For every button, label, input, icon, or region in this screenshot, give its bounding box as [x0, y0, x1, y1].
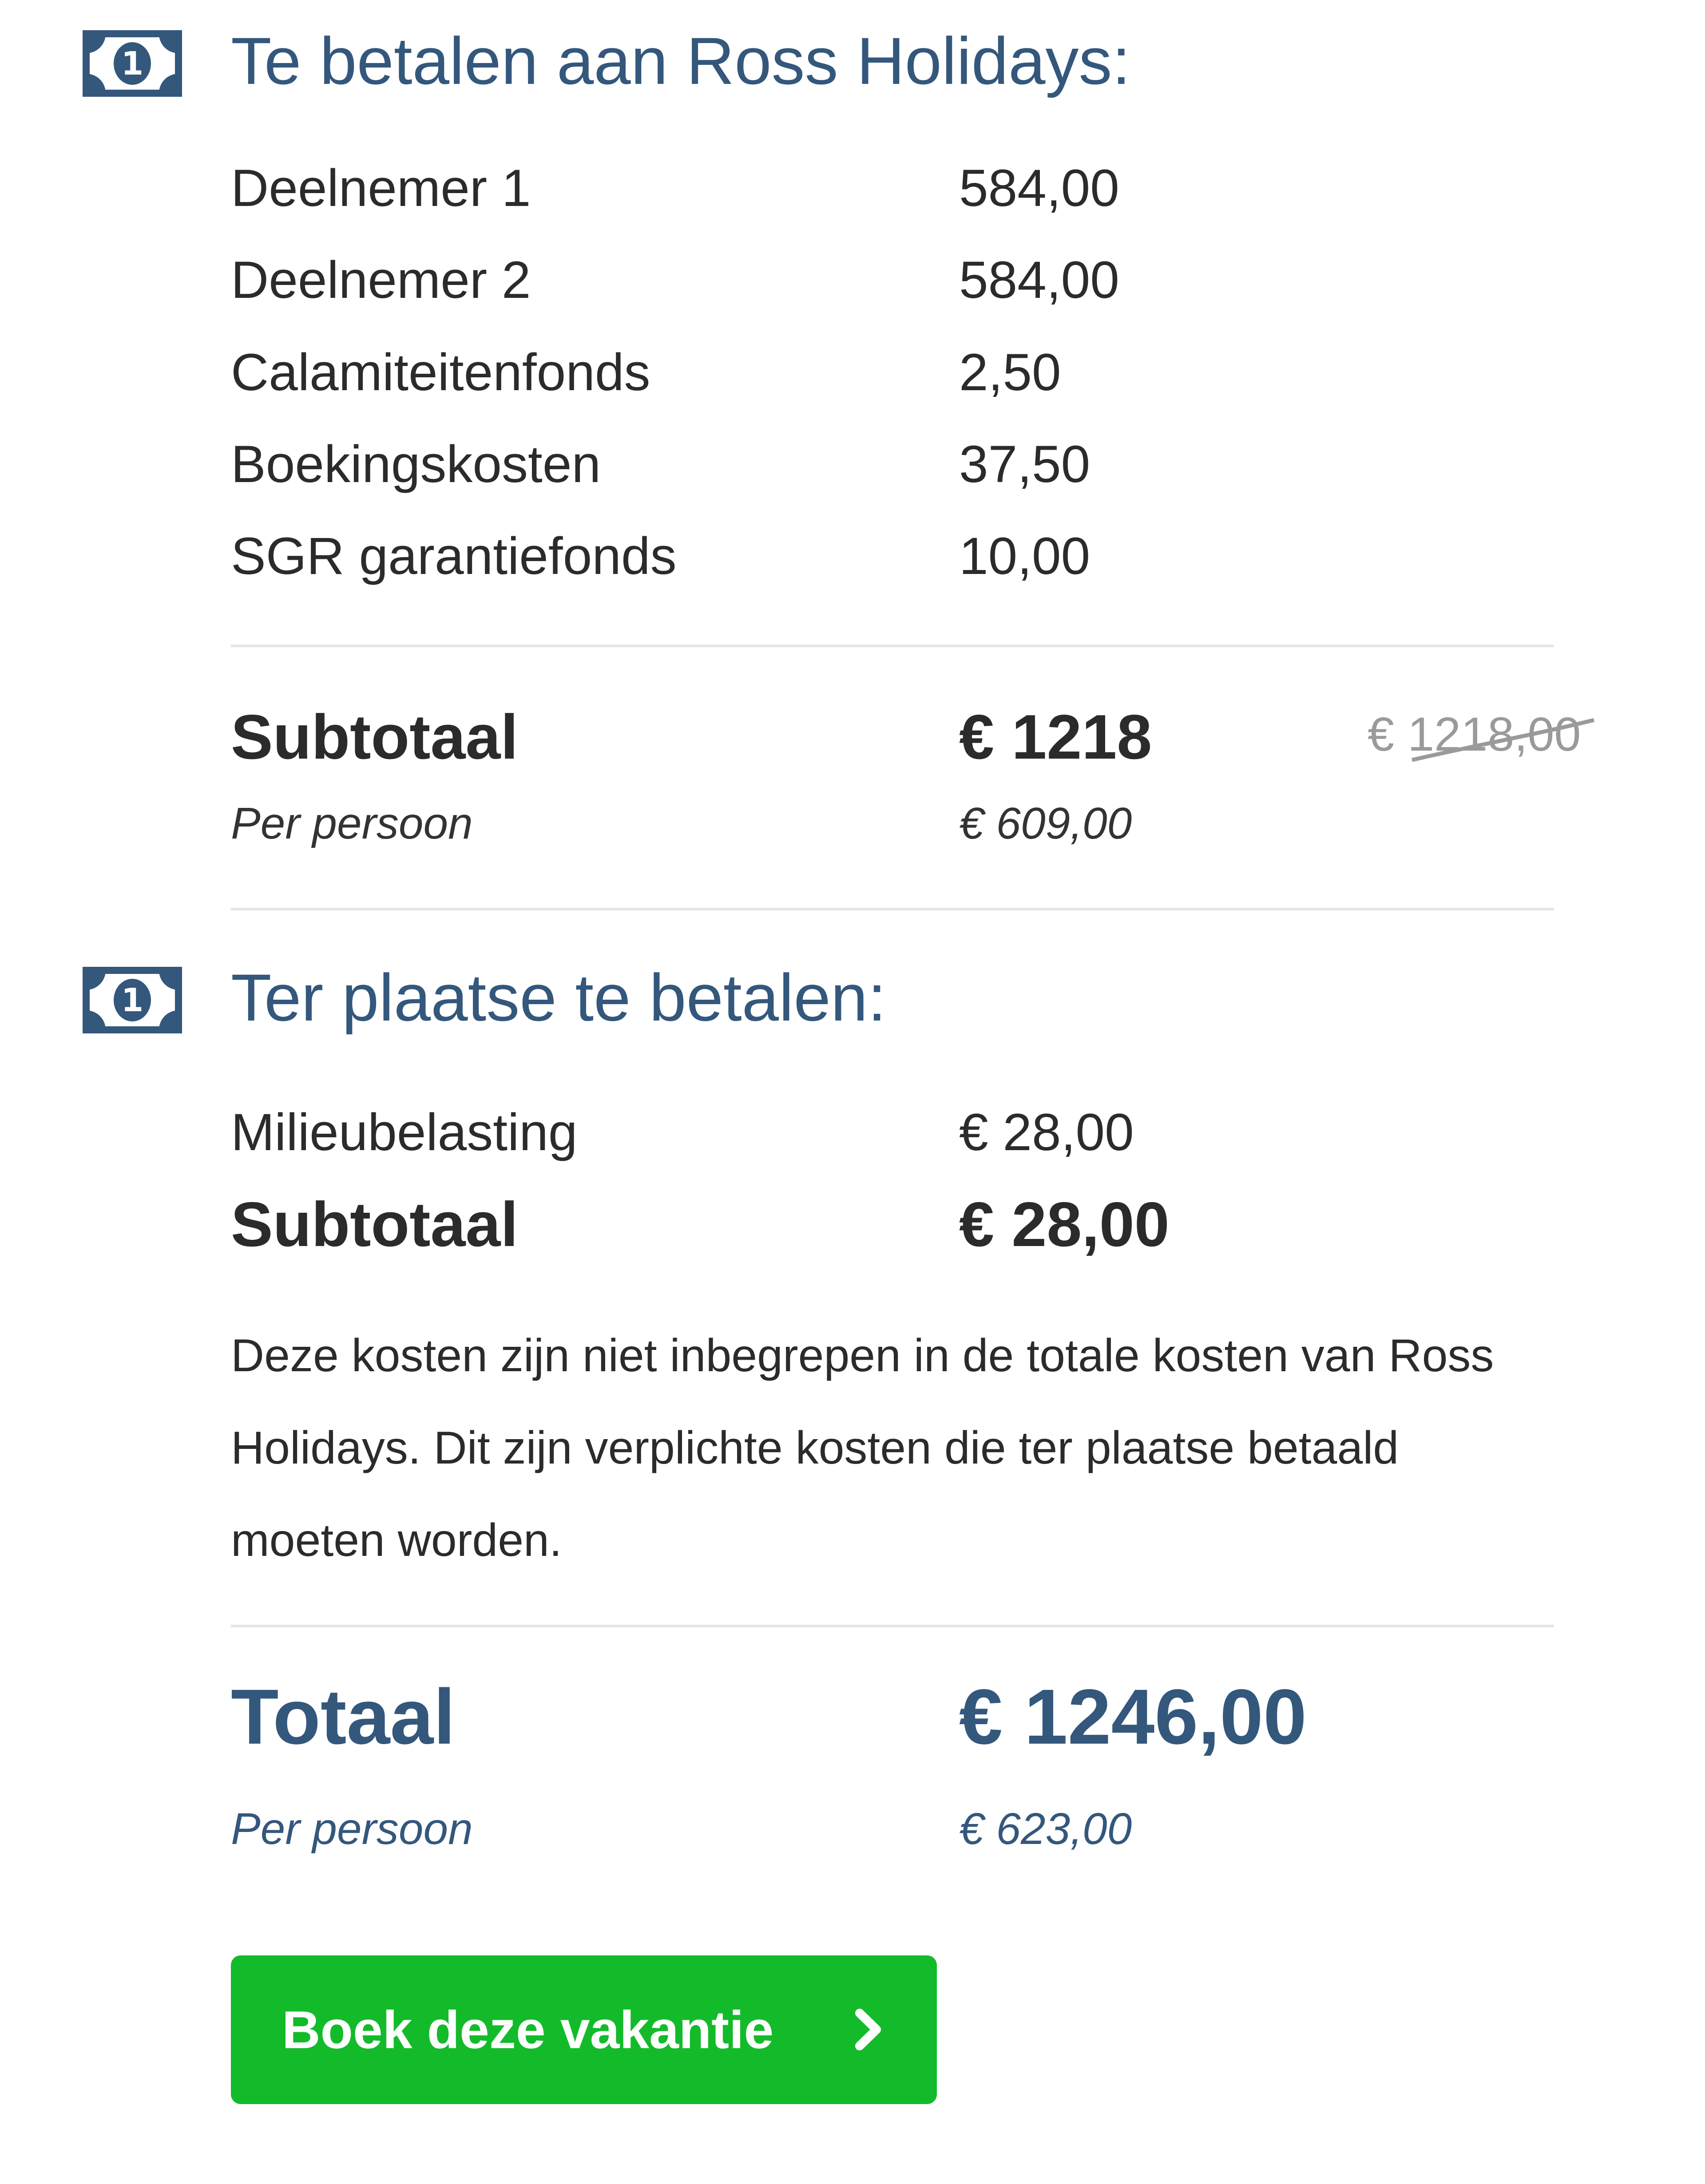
subtotal-label: Subtotaal [231, 702, 518, 772]
item-label: SGR garantiefonds [231, 527, 677, 586]
per-person-label: Per persoon [231, 799, 473, 848]
svg-text:1: 1 [121, 981, 144, 1019]
svg-text:1: 1 [121, 45, 144, 82]
section-title-ross: Te betalen aan Ross Holidays: [231, 24, 1131, 98]
divider [231, 908, 1554, 910]
item-label: Milieubelasting [231, 1103, 578, 1162]
item-value: 10,00 [959, 527, 1090, 586]
local-costs-note: Deze kosten zijn niet inbegrepen in de totale kosten van Ross Holidays. Dit zijn verplichte kosten die ter plaatse betaald moeten worden. [231, 1330, 1494, 1566]
item-label: Deelnemer 2 [231, 251, 531, 309]
item-label: Boekingskosten [231, 435, 601, 494]
chevron-right-icon [844, 2005, 892, 2054]
divider [231, 1625, 1554, 1627]
money-bill-icon [83, 30, 182, 97]
item-value: 584,00 [959, 159, 1119, 218]
item-value: € 28,00 [959, 1103, 1134, 1162]
total-per-person-label: Per persoon [231, 1804, 473, 1854]
total-per-person-value: € 623,00 [959, 1804, 1132, 1854]
item-value: 584,00 [959, 251, 1119, 309]
subtotal-value: € 1218 [959, 702, 1152, 772]
item-value: 37,50 [959, 435, 1090, 494]
item-label: Deelnemer 1 [231, 159, 531, 218]
subtotal-value: € 28,00 [959, 1189, 1170, 1260]
book-vacation-button[interactable] [231, 1955, 937, 2104]
item-value: 2,50 [959, 343, 1061, 402]
money-bill-icon [83, 967, 182, 1033]
section-title-local: Ter plaatse te betalen: [231, 960, 886, 1035]
book-button-label: Boek deze vakantie [282, 2000, 774, 2060]
divider [231, 645, 1554, 647]
total-label: Totaal [231, 1674, 456, 1761]
per-person-value: € 609,00 [959, 799, 1132, 848]
original-price-text: € 1218,00 [1368, 707, 1581, 761]
subtotal-label: Subtotaal [231, 1189, 518, 1260]
total-value: € 1246,00 [959, 1674, 1307, 1761]
item-label: Calamiteitenfonds [231, 343, 650, 402]
original-price [1368, 707, 1581, 761]
